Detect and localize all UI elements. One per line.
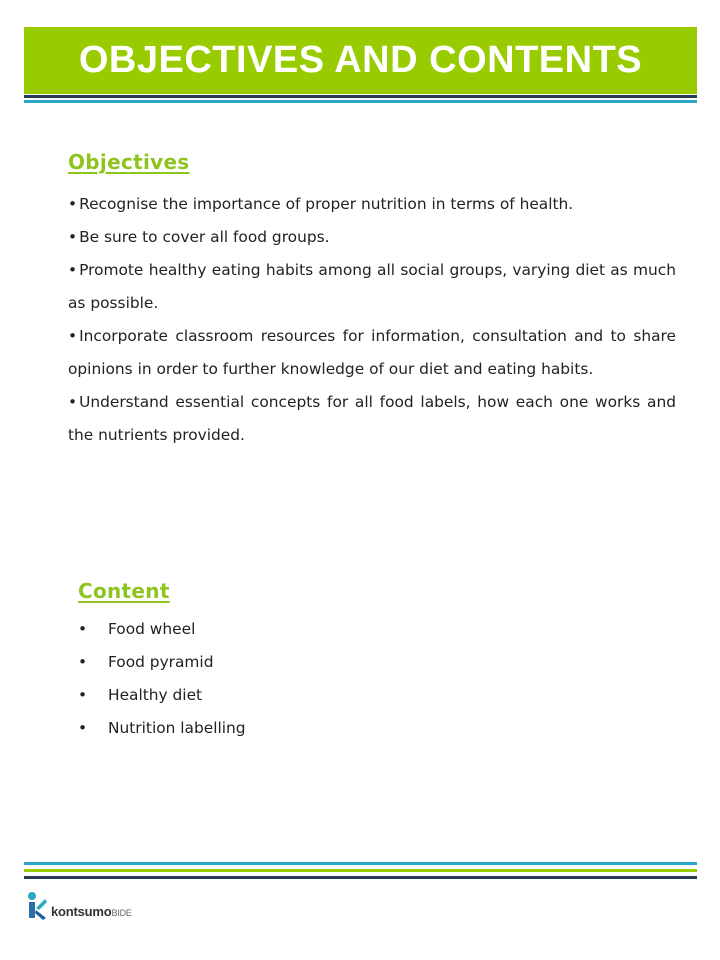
content-list [78,613,478,745]
header-divider-dark [24,95,697,98]
footer-divider-green [24,869,697,872]
kontsumobide-logo [26,890,132,920]
content-item: • Nutrition labelling [78,712,478,745]
objectives-heading: Objectives [68,150,190,174]
objective-item: • Be sure to cover all food groups. [68,228,330,246]
footer-divider-dark [24,876,697,879]
objective-item: • Incorporate classroom resources for information, consultation and to share opinions in order to further knowledge of our diet and eating habits. [68,327,676,378]
objectives-section [68,150,676,452]
title-banner [24,27,697,94]
page-title: OBJECTIVES AND CONTENTS [78,39,643,81]
objective-item: • Promote healthy eating habits among all social groups, varying diet as much as possible. [68,261,676,312]
content-item: • Healthy diet [78,679,478,712]
content-item: • Food wheel [78,613,478,646]
content-section [78,579,478,745]
objective-item: • Recognise the importance of proper nutrition in terms of health. [68,195,574,213]
kontsumobide-logo-icon [26,890,48,920]
content-heading: Content [78,579,170,603]
content-item: • Food pyramid [78,646,478,679]
logo-wordmark: kontsumoBIDE [51,904,132,919]
objectives-list [68,188,676,452]
footer-divider-teal [24,862,697,865]
objective-item: • Understand essential concepts for all food labels, how each one works and the nutrients provided. [68,393,676,444]
header-divider-teal [24,100,697,103]
